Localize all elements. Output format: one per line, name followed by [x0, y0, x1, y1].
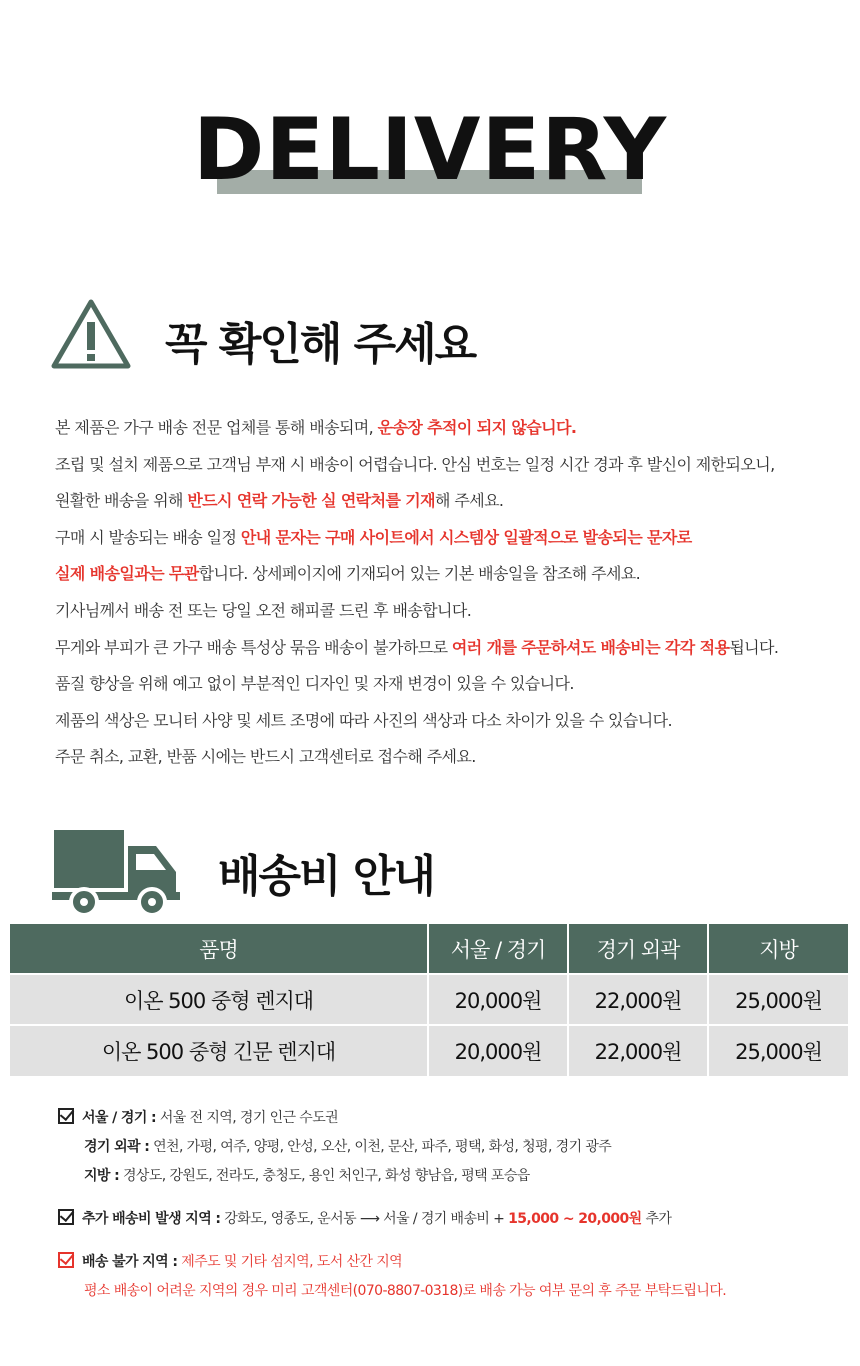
- fee-heading: [218, 842, 434, 902]
- product-name: 이온 500 중형 긴문 렌지대: [10, 1025, 428, 1076]
- checkbox-checked-icon: [58, 1108, 74, 1124]
- notice-text: 제품의 색상은 모니터 사양 및 세트 조명에 따라 사진의 색상과 다소 차이가 있을 수 있습니다.: [55, 710, 672, 730]
- price-outer: 22,000원: [568, 1025, 708, 1076]
- price-local: 25,000원: [708, 1025, 848, 1076]
- note-text: 연천, 가평, 여주, 양평, 안성, 오산, 이천, 문산, 파주, 평택, 화성, 청평, 경기 광주: [149, 1139, 612, 1155]
- notice-line: [55, 556, 845, 593]
- note-text: 서울 전 지역, 경기 인근 수도권: [156, 1110, 339, 1126]
- notice-heading: [165, 310, 475, 370]
- notice-text: 품질 향상을 위해 예고 없이 부분적인 디자인 및 자재 변경이 있을 수 있습니다.: [55, 674, 574, 694]
- notice-text: 원활한 배송을 위해: [55, 491, 188, 511]
- notice-line: [55, 666, 845, 703]
- notice-title: 꼭 확인해 주세요: [165, 319, 476, 370]
- header-local: 지방: [708, 924, 848, 974]
- notice-highlight: 여러 개를 주문하셔도 배송비는 각각 적용: [451, 637, 730, 657]
- notice-list: [55, 410, 845, 776]
- page-title-block: [0, 100, 860, 200]
- notice-highlight: 운송장 추적이 되지 않습니다.: [377, 418, 577, 437]
- notice-line: [55, 520, 845, 557]
- notice-line: [55, 703, 845, 740]
- notice-text: 기사님께서 배송 전 또는 당일 오전 해피콜 드린 후 배송합니다.: [55, 600, 472, 620]
- price-seoul: 20,000원: [428, 1025, 568, 1076]
- notice-line: [55, 739, 845, 776]
- fee-table-header-row: [10, 924, 848, 974]
- product-name: 이온 500 중형 렌지대: [10, 974, 428, 1025]
- note-label: 경기 외곽 :: [84, 1139, 150, 1155]
- header-product: 품명: [10, 924, 428, 974]
- note-label: 배송 불가 지역 :: [82, 1254, 178, 1270]
- note-label: 지방 :: [84, 1168, 120, 1184]
- price-seoul: 20,000원: [428, 974, 568, 1025]
- notice-highlight: 실제 배송일과는 무관: [55, 564, 199, 584]
- note-text: 제주도 및 기타 섬지역, 도서 산간 지역: [177, 1254, 403, 1270]
- note-text: 추가: [641, 1211, 672, 1227]
- delivery-truck-icon: [52, 828, 180, 918]
- price-outer: 22,000원: [568, 974, 708, 1025]
- note-outer: [58, 1133, 848, 1162]
- price-local: 25,000원: [708, 974, 848, 1025]
- warning-triangle-icon: [50, 298, 132, 370]
- notice-line: [55, 447, 845, 484]
- fee-title: 배송비 안내: [218, 851, 434, 902]
- extra-fee-amount: 15,000 ~ 20,000원: [508, 1211, 642, 1227]
- fee-table: [10, 924, 848, 1076]
- notice-line: [55, 483, 845, 520]
- checkbox-checked-icon: [58, 1252, 74, 1268]
- notice-highlight: 안내 문자는 구매 사이트에서 시스템상 일괄적으로 발송되는 문자로: [240, 527, 692, 547]
- notice-text: 본 제품은 가구 배송 전문 업체를 통해 배송되며,: [55, 418, 378, 437]
- notice-line: [55, 593, 845, 630]
- notice-text: 조립 및 설치 제품으로 고객님 부재 시 배송이 어렵습니다. 안심 번호는 일정 시간 경과 후 발신이 제한되오니,: [55, 454, 775, 474]
- checkbox-checked-icon: [58, 1209, 74, 1225]
- table-row: [10, 1025, 848, 1076]
- notice-line: [55, 410, 845, 447]
- notice-text: 구매 시 발송되는 배송 일정: [55, 527, 241, 547]
- note-no-delivery: [58, 1248, 848, 1277]
- note-local: [58, 1162, 848, 1191]
- notice-text: 해 주세요.: [435, 491, 504, 511]
- header-outer: 경기 외곽: [568, 924, 708, 974]
- note-no-delivery-detail: 평소 배송이 어려운 지역의 경우 미리 고객센터(070-8807-0318)로 배송 가능 여부 문의 후 주문 부탁드립니다.: [84, 1283, 727, 1299]
- notice-text: 무게와 부피가 큰 가구 배송 특성상 묶음 배송이 불가하므로: [55, 637, 452, 657]
- note-seoul: [58, 1104, 848, 1133]
- notice-text: 주문 취소, 교환, 반품 시에는 반드시 고객센터로 접수해 주세요.: [55, 747, 476, 767]
- note-extra-fee: [58, 1205, 848, 1234]
- note-label: 서울 / 경기 :: [82, 1110, 157, 1126]
- header-seoul: 서울 / 경기: [428, 924, 568, 974]
- notice-line: [55, 630, 845, 667]
- shipping-notes: [58, 1104, 848, 1306]
- notice-text: 합니다. 상세페이지에 기재되어 있는 기본 배송일을 참조해 주세요.: [198, 564, 641, 584]
- note-label: 추가 배송비 발생 지역 :: [82, 1211, 221, 1227]
- notice-text: 됩니다.: [729, 637, 779, 657]
- notice-highlight: 반드시 연락 가능한 실 연락처를 기재: [187, 491, 436, 511]
- page-title: DELIVERY: [192, 100, 668, 200]
- note-text: 강화도, 영종도, 운서동 ⟶ 서울 / 경기 배송비 +: [220, 1211, 509, 1227]
- table-row: [10, 974, 848, 1025]
- note-text: 경상도, 강원도, 전라도, 충청도, 용인 처인구, 화성 향남읍, 평택 포승읍: [119, 1168, 530, 1184]
